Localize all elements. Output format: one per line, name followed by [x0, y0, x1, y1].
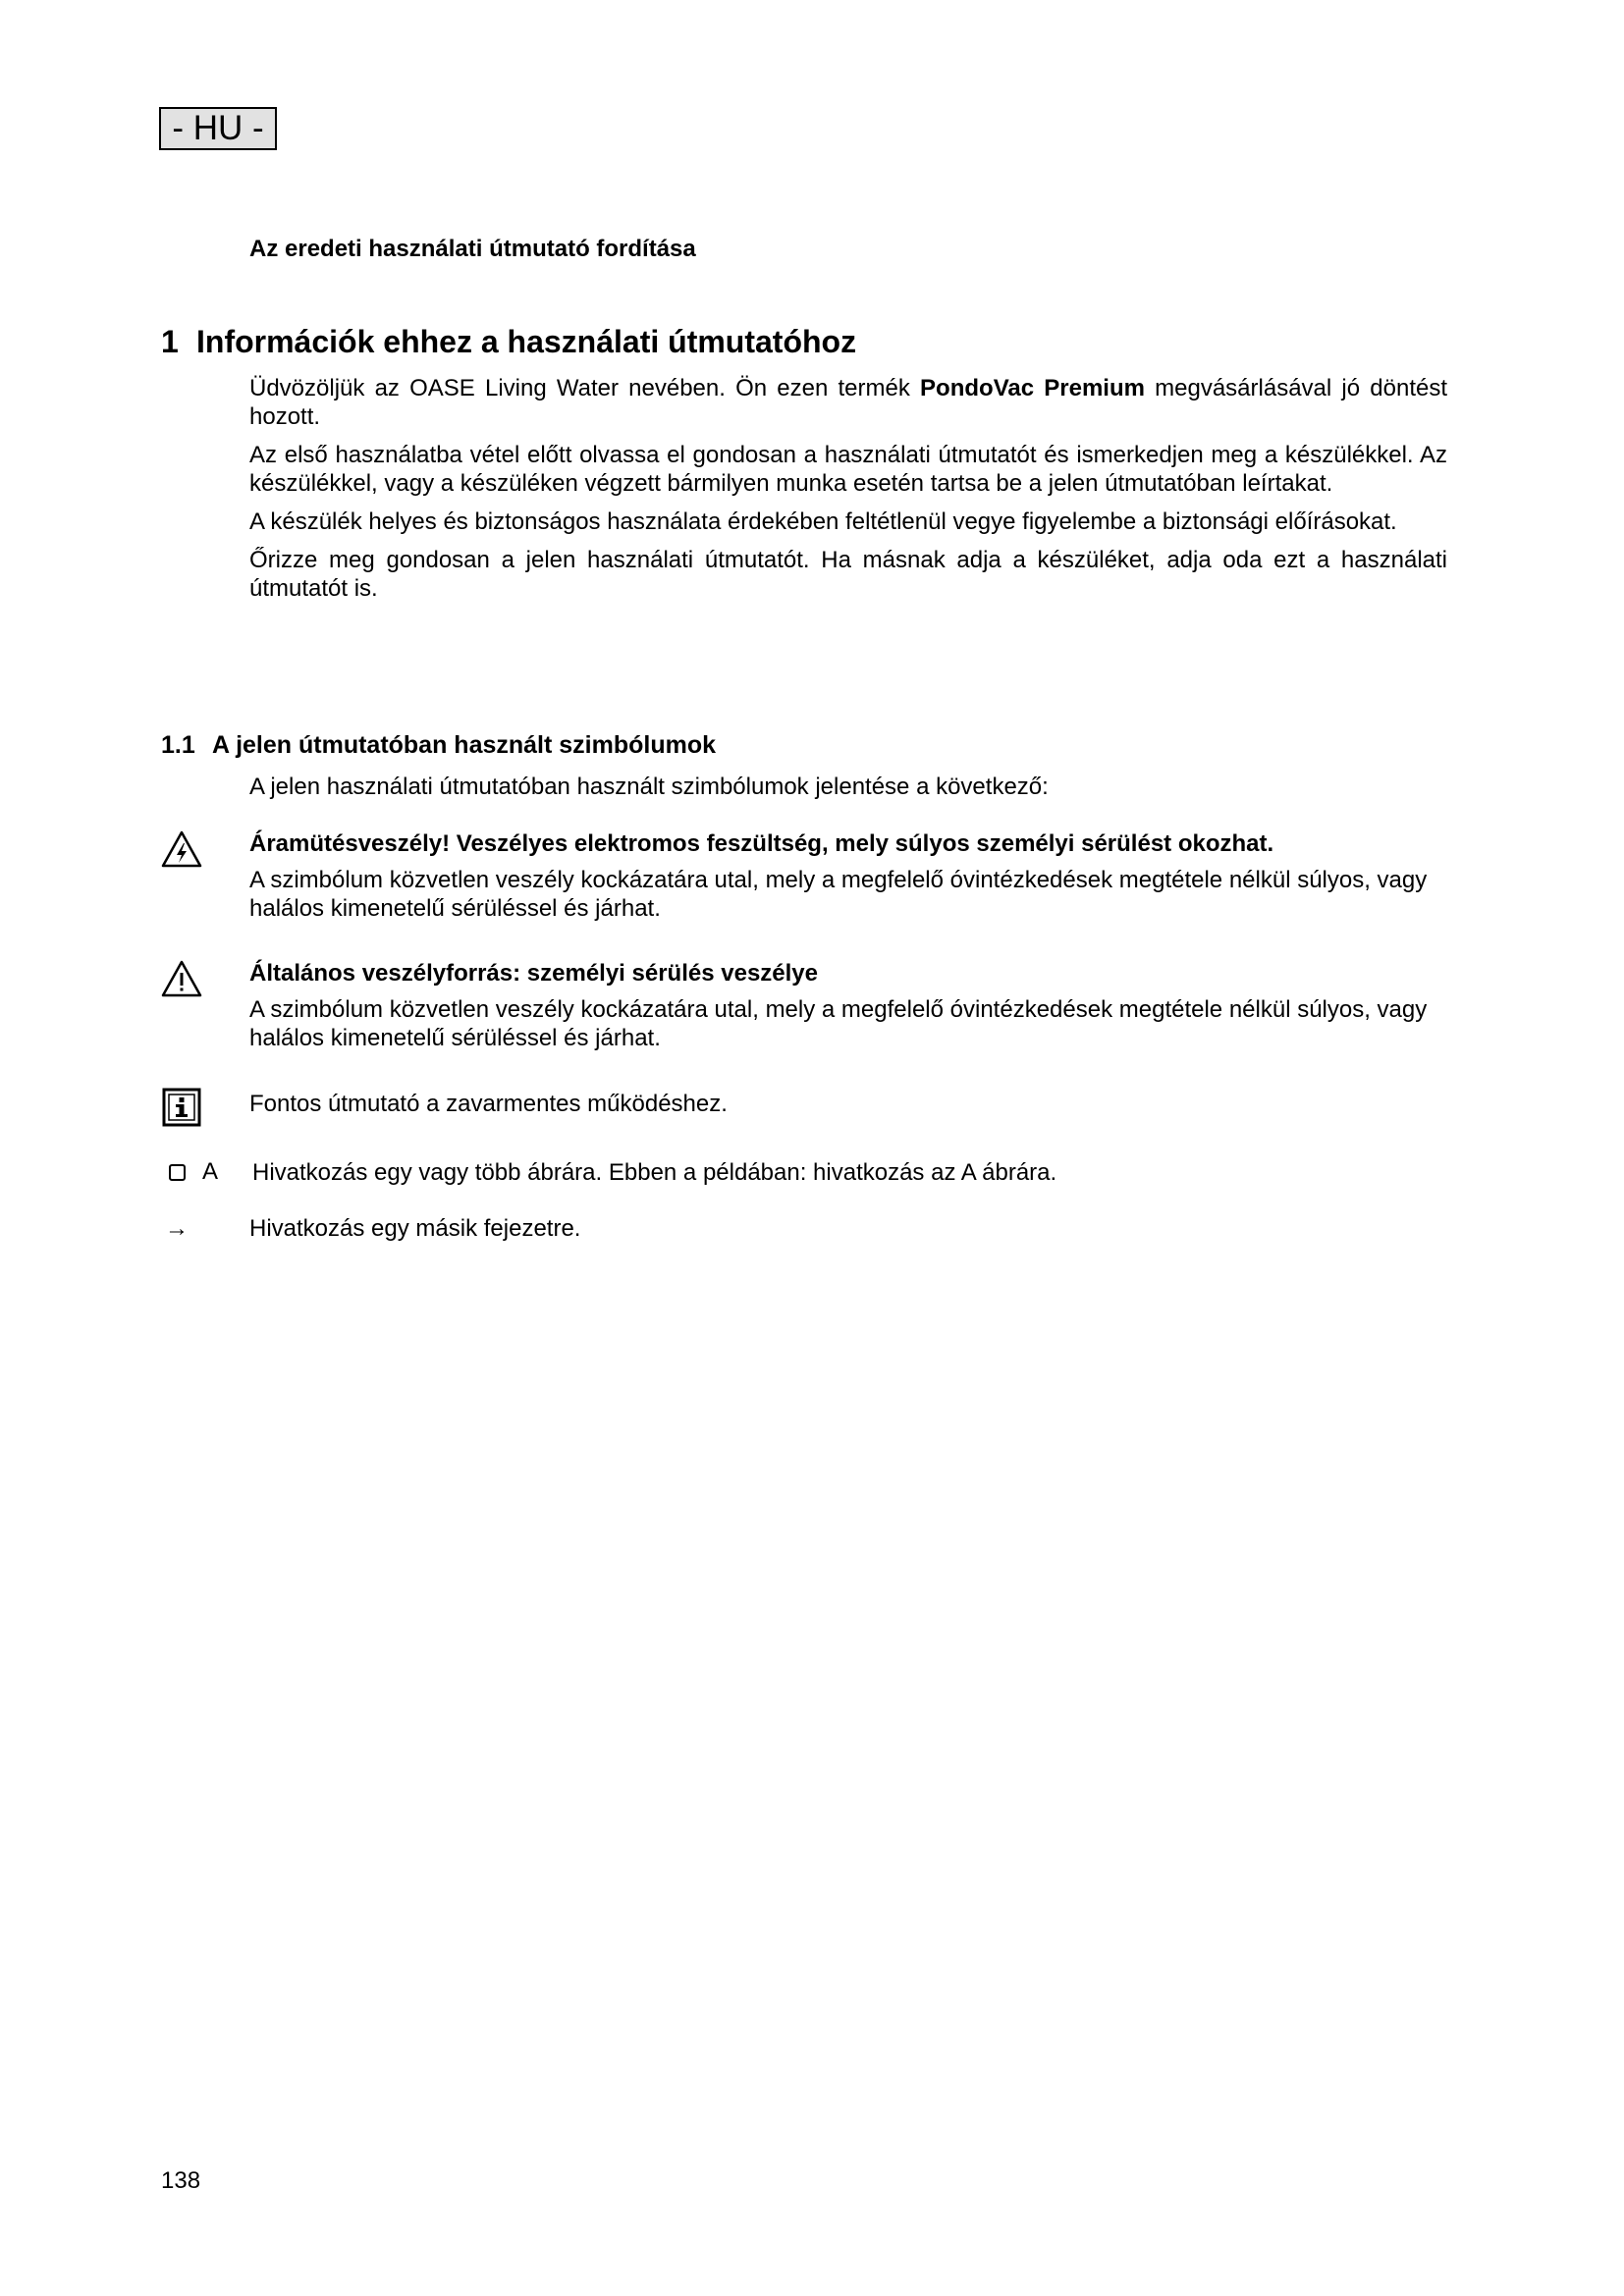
translation-subtitle: Az eredeti használati útmutató fordítása	[249, 236, 696, 262]
figure-reference-text: Hivatkozás egy vagy több ábrára. Ebben a példában: hivatkozás az A ábrára.	[252, 1159, 1057, 1186]
figure-reference-icon	[169, 1164, 186, 1181]
section-1-1-title: A jelen útmutatóban használt szimbólumok	[212, 731, 717, 759]
section-1-number: 1	[161, 324, 179, 359]
language-badge: - HU -	[159, 107, 277, 150]
general-hazard-icon	[160, 959, 203, 998]
welcome-text-start: Üdvözöljük az OASE Living Water nevében. Ön ezen termék	[249, 375, 921, 401]
section-1-body	[249, 374, 1447, 613]
general-hazard-text: A szimbólum közvetlen veszély kockázatára utal, mely a megfelelő óvintézkedések megtétele nélkül súlyos, vagy halálos kimenetelű sérüléssel és járhat.	[249, 996, 1428, 1051]
product-name: PondoVac Premium	[920, 375, 1145, 401]
paragraph-safety: A készülék helyes és biztonságos használata érdekében feltétlenül vegye figyelembe a biztonsági előírásokat.	[249, 508, 1397, 535]
paragraph-keep-manual: Őrizze meg gondosan a jelen használati útmutatót. Ha másnak adja a készüléket, adja oda ezt a használati útmutatót is.	[249, 547, 1447, 602]
electric-hazard-block	[249, 829, 1447, 923]
section-1-heading	[161, 324, 856, 360]
info-text: Fontos útmutató a zavarmentes működéshez.	[249, 1091, 728, 1117]
section-1-1-number: 1.1	[161, 731, 195, 759]
figure-reference-letter: A	[202, 1158, 219, 1185]
symbols-intro: A jelen használati útmutatóban használt szimbólumok jelentése a következő:	[249, 774, 1049, 800]
page-number: 138	[161, 2167, 201, 2194]
electric-hazard-icon	[160, 829, 203, 869]
section-1-title: Információk ehhez a használati útmutatóhoz	[196, 324, 857, 359]
arrow-right-icon: →	[165, 1215, 189, 1242]
chapter-reference-text: Hivatkozás egy másik fejezetre.	[249, 1215, 581, 1242]
paragraph-read-first: Az első használatba vétel előtt olvassa el gondosan a használati útmutatót és ismerkedjen meg a készülékkel. Az készülékkel, vagy a készüléken végzett bármilyen munka esetén tartsa be a jelen útmutatóban leírtakat.	[249, 442, 1447, 497]
paragraph-welcome	[249, 374, 1447, 431]
electric-hazard-title: Áramütésveszély! Veszélyes elektromos feszültség, mely súlyos személyi sérülést okozhat.	[249, 830, 1274, 857]
electric-hazard-text: A szimbólum közvetlen veszély kockázatára utal, mely a megfelelő óvintézkedések megtétele nélkül súlyos, vagy halálos kimenetelű sérüléssel és járhat.	[249, 867, 1428, 922]
general-hazard-title: Általános veszélyforrás: személyi sérülés veszélye	[249, 960, 818, 987]
general-hazard-block	[249, 959, 1447, 1052]
section-1-1-heading	[161, 731, 716, 760]
info-icon	[162, 1088, 201, 1127]
welcome-text-end: megvásárlásával jó döntést hozott.	[249, 375, 1448, 430]
